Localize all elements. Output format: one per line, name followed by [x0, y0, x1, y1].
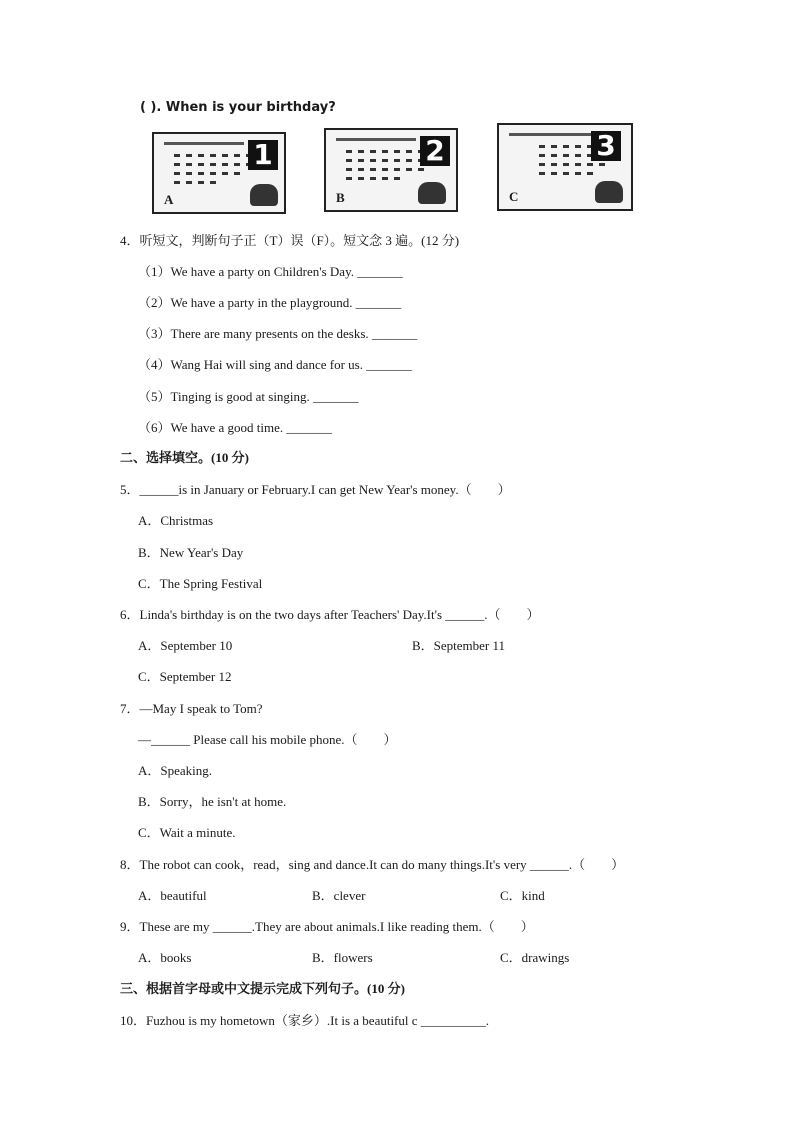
picture-label: C [509, 189, 519, 204]
q6-option-a[interactable]: A．September 10 [138, 638, 233, 653]
q9-option-c[interactable]: C．drawings [500, 950, 570, 965]
q9-option-b[interactable]: B．flowers [312, 950, 373, 965]
picture-a [152, 132, 286, 214]
q6-stem: 6．Linda's birthday is on the two days after Teachers' Day.It's ______.（ ） [120, 607, 540, 622]
q7-option-b[interactable]: B．Sorry，he isn't at home. [138, 794, 287, 809]
q8-option-b[interactable]: B．clever [312, 888, 366, 903]
picture-number: 1 [248, 140, 278, 170]
picture-number: 2 [420, 136, 450, 166]
q9-option-a[interactable]: A．books [138, 950, 192, 965]
q4-item[interactable]: （6）We have a good time. _______ [138, 420, 332, 435]
q3-answer-bracket[interactable]: ( ) [140, 100, 157, 115]
q7-option-c[interactable]: C．Wait a minute. [138, 825, 236, 840]
q7-option-a[interactable]: A．Speaking. [138, 763, 213, 778]
picture-label: A [164, 192, 174, 207]
q8-stem: 8．The robot can cook，read，sing and dance.It can do many things.It's very ______.（ ） [120, 857, 625, 872]
q5-option-a[interactable]: A．Christmas [138, 513, 214, 528]
calendar-grid [346, 150, 424, 186]
q10-stem[interactable]: 10．Fuzhou is my hometown（家乡）.It is a beautiful c __________. [120, 1013, 490, 1028]
q4-item[interactable]: （3）There are many presents on the desks. _______ [138, 326, 418, 341]
q4-heading: 4．听短文，判断句子正（T）误（F）。短文念 3 遍。(12 分) [120, 233, 460, 248]
q4-item[interactable]: （4）Wang Hai will sing and dance for us. _______ [138, 357, 412, 372]
calendar-grid [174, 154, 252, 190]
q4-item[interactable]: （2）We have a party in the playground. _______ [138, 295, 402, 310]
toy-icon [418, 182, 446, 204]
section-3-heading: 三、根据首字母或中文提示完成下列句子。(10 分) [120, 981, 405, 996]
picture-number: 3 [591, 131, 621, 161]
q4-item[interactable]: （1）We have a party on Children's Day. _______ [138, 264, 403, 279]
q3-text: . When is your birthday? [156, 100, 336, 115]
picture-c [497, 123, 633, 211]
section-2-heading: 二、选择填空。(10 分) [120, 450, 249, 465]
q5-stem: 5．______is in January or February.I can get New Year's money.（ ） [120, 482, 511, 497]
q9-stem: 9．These are my ______.They are about animals.I like reading them.（ ） [120, 919, 534, 934]
q3-line [140, 100, 336, 115]
q7-reply: —______ Please call his mobile phone.（ ） [138, 732, 397, 747]
q6-option-b[interactable]: B．September 11 [412, 638, 506, 653]
picture-label: B [336, 190, 345, 205]
q8-option-a[interactable]: A．beautiful [138, 888, 207, 903]
q5-option-b[interactable]: B．New Year's Day [138, 545, 244, 560]
q7-stem: 7．—May I speak to Tom? [120, 701, 263, 716]
toy-icon [250, 184, 278, 206]
q5-option-c[interactable]: C．The Spring Festival [138, 576, 263, 591]
picture-b [324, 128, 458, 212]
q8-option-c[interactable]: C．kind [500, 888, 545, 903]
q6-option-c[interactable]: C．September 12 [138, 669, 232, 684]
toy-icon [595, 181, 623, 203]
q4-item[interactable]: （5）Tinging is good at singing. _______ [138, 389, 359, 404]
